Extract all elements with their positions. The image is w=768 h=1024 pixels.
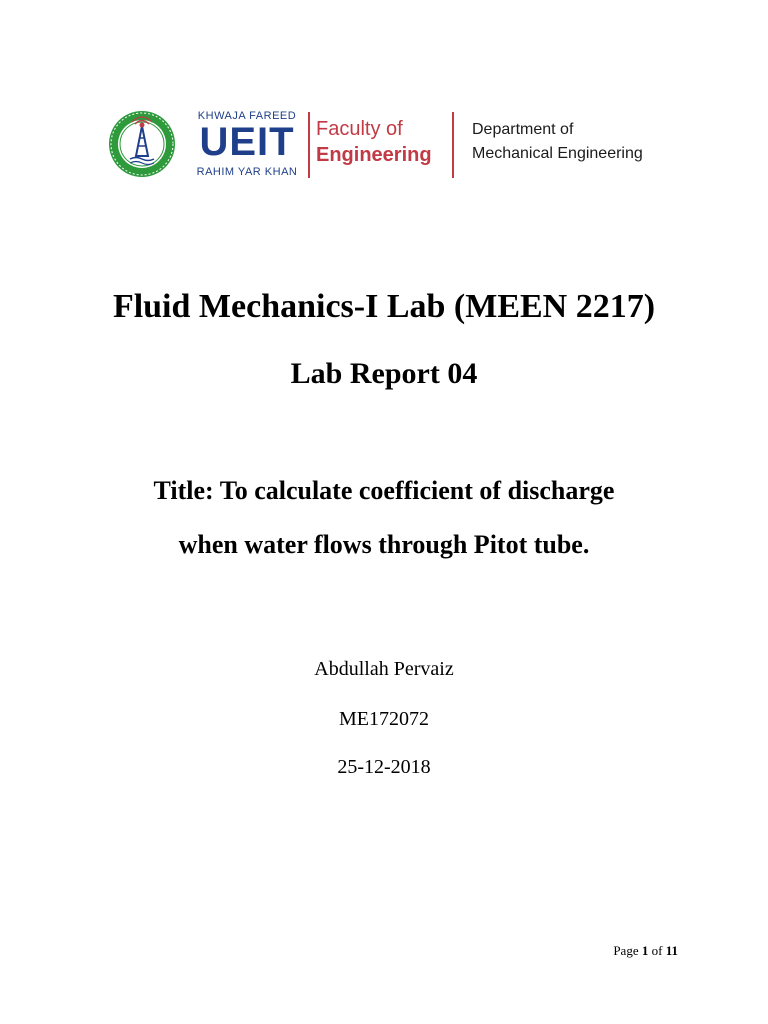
university-seal-icon xyxy=(108,110,176,178)
department-wordmark xyxy=(472,118,678,166)
course-title: Fluid Mechanics-I Lab (MEEN 2217) xyxy=(112,288,656,325)
ueit-wordmark xyxy=(188,108,306,180)
institute-top-text: KHWAJA FAREED xyxy=(197,110,297,122)
department-line-1: Department of xyxy=(472,121,574,138)
roll-number: ME172072 xyxy=(339,708,429,730)
report-date: 25-12-2018 xyxy=(337,756,431,778)
experiment-title-line-1: Title: To calculate coefficient of discharge xyxy=(153,476,615,505)
of-word: of xyxy=(651,943,663,958)
header-logo-band xyxy=(108,108,678,184)
institute-name: UEIT xyxy=(199,120,295,164)
institute-location: RAHIM YAR KHAN xyxy=(196,166,298,178)
author-name: Abdullah Pervaiz xyxy=(314,658,454,680)
experiment-title-line-2: when water flows through Pitot tube. xyxy=(178,530,590,559)
faculty-wordmark xyxy=(316,116,446,168)
current-page: 1 xyxy=(641,943,649,958)
header-divider xyxy=(452,112,454,178)
total-pages: 11 xyxy=(665,943,678,958)
report-title: Lab Report 04 xyxy=(290,357,478,390)
department-line-2: Mechanical Engineering xyxy=(472,145,643,162)
page-number-footer xyxy=(613,942,678,960)
page-word: Page xyxy=(613,943,639,958)
faculty-line-2: Engineering xyxy=(316,144,432,166)
header-divider xyxy=(308,112,310,178)
faculty-line-1: Faculty of xyxy=(316,118,403,140)
